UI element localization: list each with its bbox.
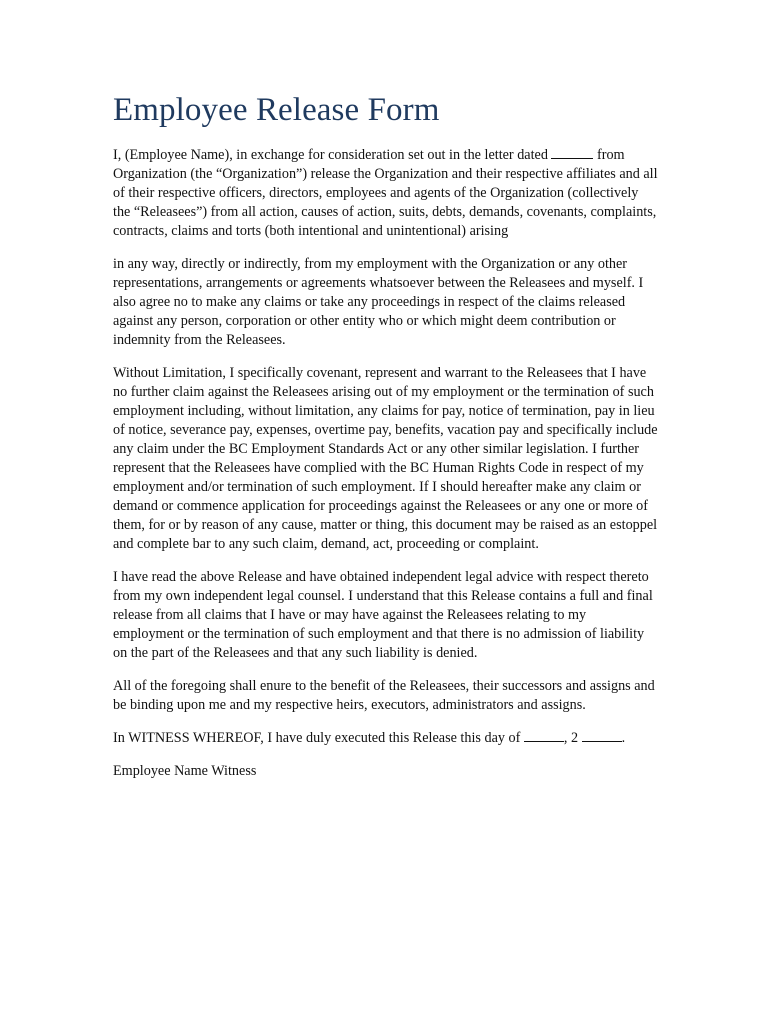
intro-text-start: I, (Employee Name), in exchange for consideration set out in the letter dated: [113, 147, 548, 163]
paragraph-warranty: Without Limitation, I specifically covenant, represent and warrant to the Releasees that I have no further claim against the Releasees arising out of my employment or the termination of such employment including, without limitation, any claims for pay, notice of termination, pay in lieu of notice, severance pay, expenses, overtime pay, benefits, vacation pay and specifically include any claim under the BC Employment Standards Act or any other similar legislation. I further represent that the Releasees have complied with the BC Human Rights Code in respect of my employment and/or termination of such employment. If I should hereafter make any claim or demand or commence application for proceedings against the Releasees or any one or more of them, for or by reason of any cause, matter or thing, this document may be raised as an estoppel and complete bar to any such claim, demand, act, proceeding or complaint.: [113, 365, 658, 552]
release-form-document: [113, 88, 658, 781]
paragraph-scope: in any way, directly or indirectly, from my employment with the Organization or any other representations, arrangements or agreements whatsoever between the Releasees and myself. I also agree no to make any claims or take any proceedings in respect of the claims released against any person, corporation or other entity who or which might deem contribution or indemnity from the Releasees.: [113, 256, 644, 348]
paragraph-legal-advice: I have read the above Release and have obtained independent legal advice with respect thereto from my own independent legal counsel. I understand that this Release contains a full and final release from all claims that I have or may have against the Releasees relating to my employment or the termination of such employment and that there is no admission of liability on the part of the Releasees and that any such liability is denied.: [113, 569, 653, 661]
paragraph-witness: [113, 729, 658, 748]
witness-period: .: [621, 730, 626, 746]
paragraph-successors: All of the foregoing shall enure to the benefit of the Releasees, their successors and assigns and be binding upon me and my respective heirs, executors, administrators and assigns.: [113, 678, 655, 713]
paragraph-release-intro: [113, 146, 658, 241]
page-title: Employee Release Form: [113, 92, 440, 128]
year-blank: [582, 730, 622, 742]
date-blank: [551, 147, 593, 159]
intro-text-continued: from Organization (the “Organization”) release the Organization and their respective affiliates and all of their respective officers, directors, employees and agents of the Organization (collectively the “Releasees”) from all action, causes of action, suits, debts, demands, covenants, complaints, contracts, claims and torts (both intentional and unintentional) arising: [113, 147, 658, 239]
witness-year-prefix: , 2: [563, 730, 579, 746]
day-blank: [524, 730, 564, 742]
witness-text: In WITNESS WHEREOF, I have duly executed this Release this day of: [113, 730, 521, 746]
signature-line: Employee Name Witness: [113, 763, 257, 779]
